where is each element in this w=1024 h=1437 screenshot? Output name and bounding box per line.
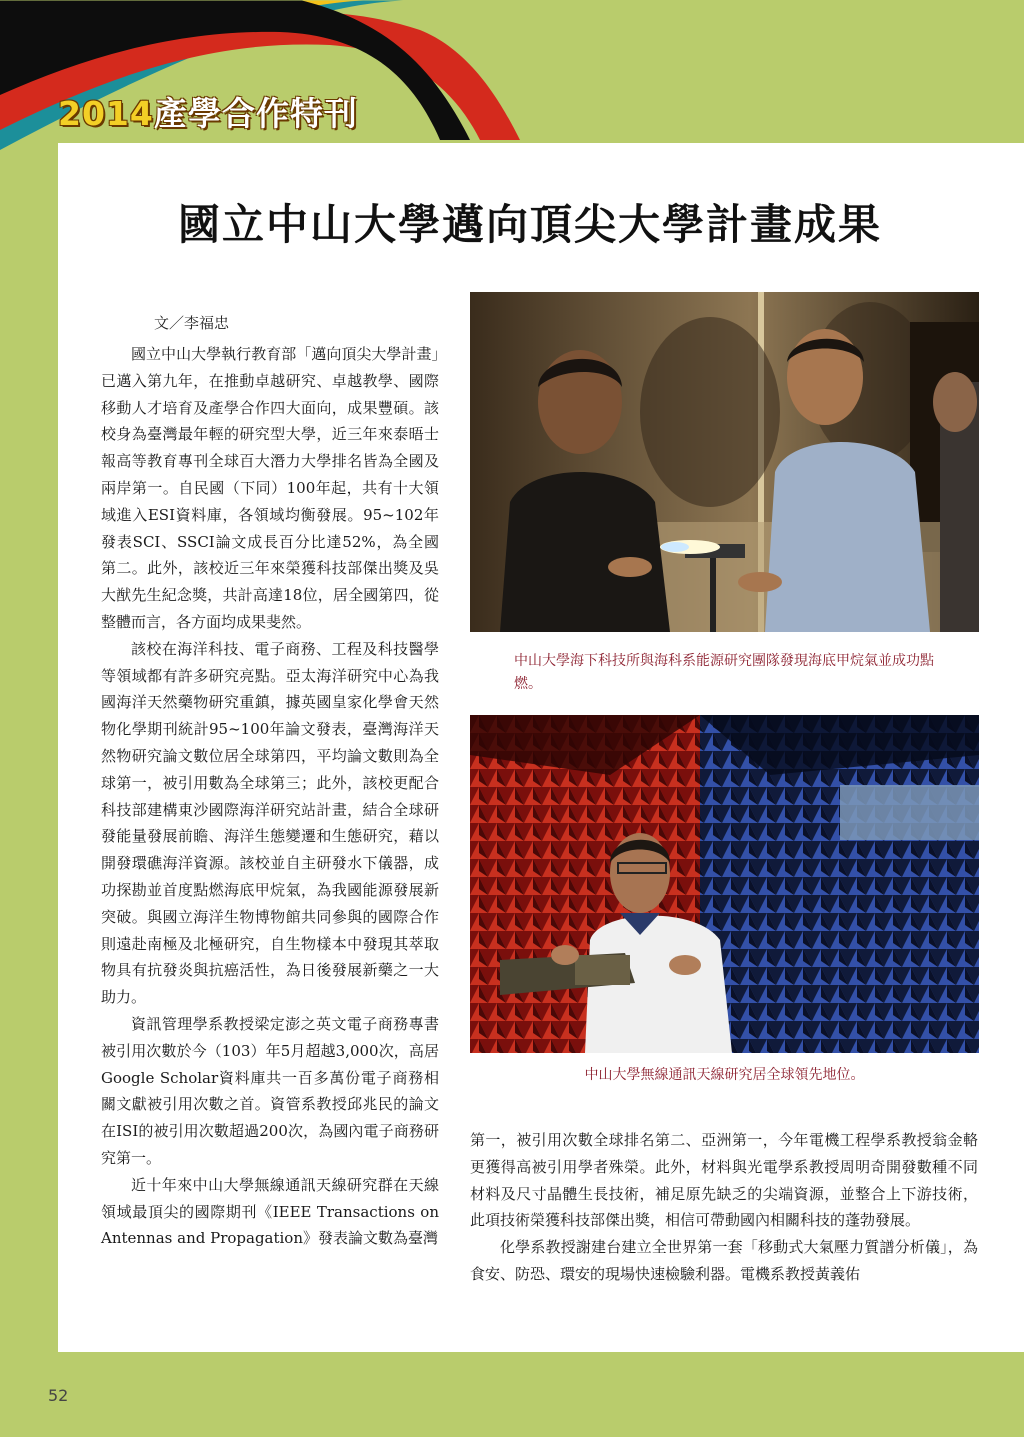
antenna-chamber-photo (470, 715, 979, 1053)
photo-caption: 中山大學無線通訊天線研究居全球領先地位。 (584, 1067, 865, 1083)
header-title (58, 88, 358, 135)
byline: 文／李福忠 (154, 314, 230, 332)
page-number: 52 (48, 1386, 69, 1405)
paragraph: 化學系教授謝建台建立全世界第一套「移動式大氣壓力質譜分析儀」，為食安、防恐、環安的現場快速檢驗利器。電機系教授黃義佑 (470, 1238, 978, 1283)
photo-caption: 中山大學海下科技所與海科系能源研究團隊發現海底甲烷氣並成功點燃。 (514, 653, 934, 692)
right-column (470, 1127, 978, 1288)
header-year: 2014 (58, 94, 154, 133)
paragraph: 第一，被引用次數全球排名第二、亞洲第一，今年電機工程學系教授翁金輅更獲得高被引用學者殊榮。此外，材料與光電學系教授周明奇開發數種不同材料及尺寸晶體生長技術，補足原先缺乏的尖端資源，並整合上下游技術，此項技術榮獲科技部傑出獎，相信可帶動國內相關科技的蓬勃發展。 (470, 1131, 978, 1230)
paragraph: 該校在海洋科技、電子商務、工程及科技醫學等領域都有許多研究亮點。亞太海洋研究中心為我國海洋天然藥物研究重鎮，據英國皇家化學會天然物化學期刊統計95~100年論文發表，臺灣海洋天然物研究論文數位居全球第四，平均論文數則為全球第一，被引用數為全球第三；此外，該校更配合科技部建構東沙國際海洋研究站計畫，結合全球研發能量發展前瞻、海洋生態變遷和生態研究，藉以開發環礁海洋資源。該校並自主研發水下儀器，成功探勘並首度點燃海底甲烷氣，為我國能源發展新突破。與國立海洋生物博物館共同參與的國際合作則遠赴南極及北極研究，自生物樣本中發現其萃取物具有抗發炎與抗癌活性，為日後發展新藥之一大助力。 (101, 639, 439, 1007)
header-title-text: 產學合作特刊 (153, 94, 358, 133)
paragraph: 國立中山大學執行教育部「邁向頂尖大學計畫」已邁入第九年，在推動卓越研究、卓越教學、國際移動人才培育及產學合作四大面向，成果豐碩。該校身為臺灣最年輕的研究型大學，近三年來泰晤士報高等教育專刊全球百大潛力大學排名皆為全國及兩岸第一。自民國（下同）100年起，共有十大領域進入ESI資料庫，各領域均衡發展。95~102年發表SCI、SSCI論文成長百分比達52%，為全國第二。此外，該校近三年來榮獲科技部傑出獎及吳大猷先生紀念獎，共計高達18位，居全國第四，從整體而言，各方面均成果斐然。 (101, 345, 439, 631)
article-title: 國立中山大學邁向頂尖大學計畫成果 (177, 200, 882, 249)
paragraph: 資訊管理學系教授梁定澎之英文電子商務專書被引用次數於今（103）年5月超越3,000次，高居Google Scholar資料庫共一百多萬份電子商務相關文獻被引用次數之首。資管系教授邱兆民的論文在ISI的被引用次數超過200次，為國內電子商務研究第一。 (101, 1014, 439, 1167)
methane-research-photo (470, 292, 979, 632)
paragraph: 近十年來中山大學無線通訊天線研究群在天線領域最頂尖的國際期刊《IEEE Transactions on Antennas and Propagation》發表論文數為臺灣 (101, 1175, 439, 1248)
left-column (101, 341, 439, 1252)
